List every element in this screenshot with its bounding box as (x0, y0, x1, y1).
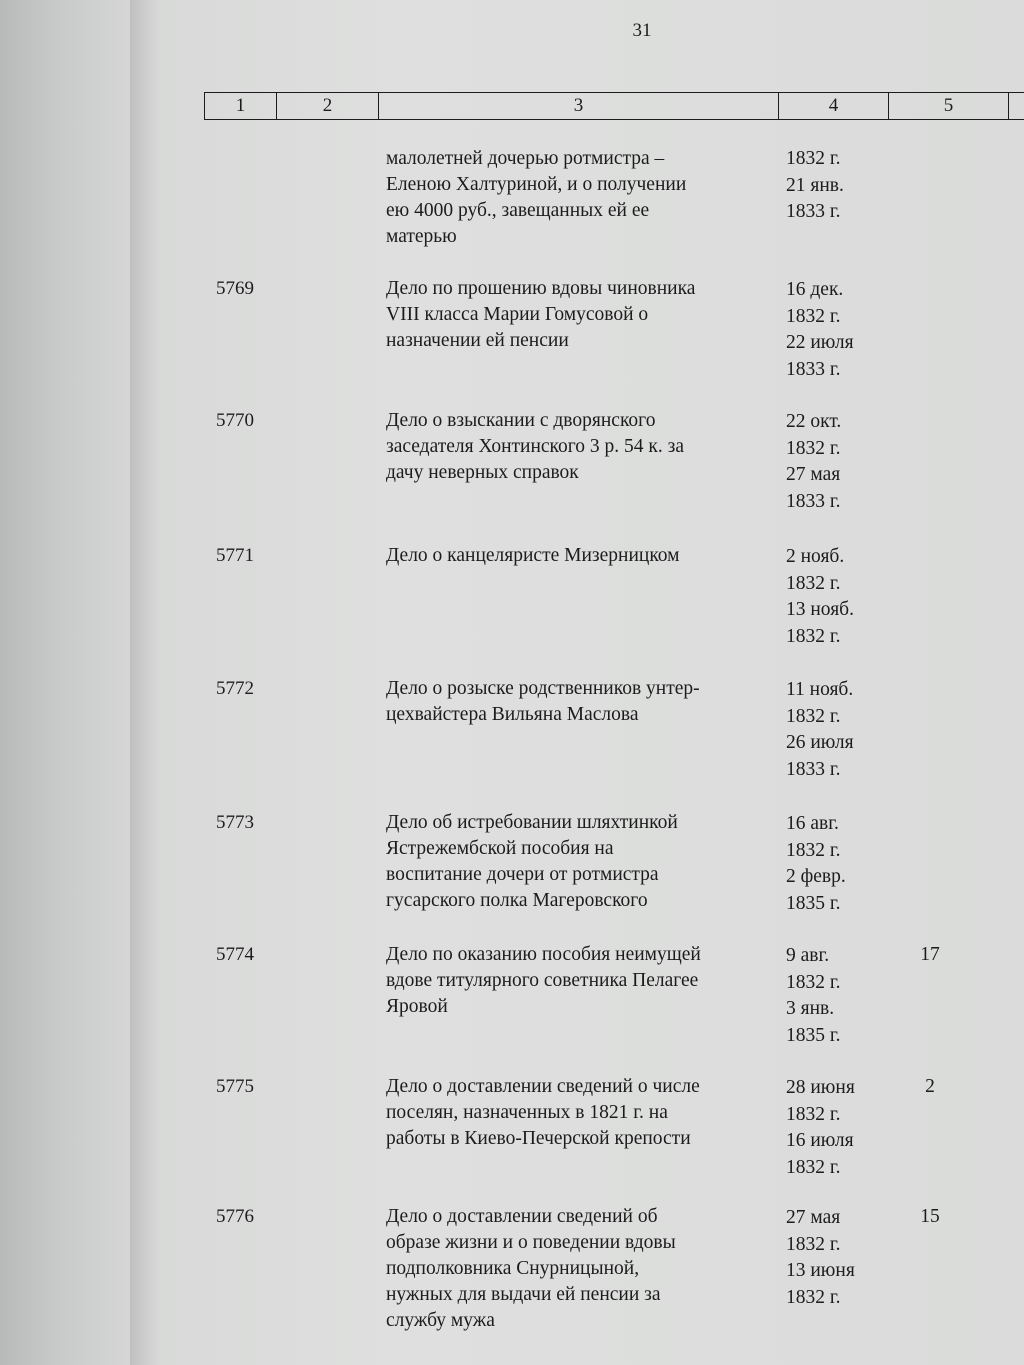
entry-title: Дело о взыскании с дворянского заседателя Хонтинского 3 р. 54 к. за дачу неверных справок (386, 410, 685, 483)
entry-title: Дело по прошению вдовы чиновника VIII класса Марии Гомусовой о назначении ей пенсии (386, 278, 696, 351)
entry-title: Дело о розыске родственников унтер- цехвайстера Вильяна Маслова (386, 678, 700, 725)
column-header-4: 4 (779, 93, 889, 119)
entry-title: малолетней дочерью ротмистра – Еленою Халтуриной, и о получении ею 4000 руб., завещанных ей ее матерью (386, 148, 687, 247)
page-gutter-shadow (130, 0, 160, 1365)
entry-sheets: 17 (920, 944, 940, 965)
entry-number: 5776 (216, 1206, 254, 1227)
entry-dates: 2 нояб. 1832 г. 13 нояб. 1832 г. (786, 546, 854, 647)
entry-dates: 16 авг. 1832 г. 2 февр. 1835 г. (786, 813, 846, 914)
entry-dates: 28 июня 1832 г. 16 июля 1832 г. (786, 1077, 855, 1178)
entry-title: Дело о доставлении сведений об образе жизни и о поведении вдовы подполковника Снурницыной, нужных для выдачи ей пенсии за службу мужа (386, 1206, 676, 1331)
entry-title: Дело о доставлении сведений о числе поселян, назначенных в 1821 г. на работы в Киево-Печерской крепости (386, 1076, 700, 1149)
entry-title: Дело по оказанию пособия неимущей вдове титулярного советника Пелагее Яровой (386, 944, 701, 1017)
entry-dates: 11 нояб. 1832 г. 26 июля 1833 г. (786, 679, 854, 780)
entry-number: 5772 (216, 678, 254, 699)
entry-number: 5769 (216, 278, 254, 299)
column-header-3: 3 (379, 93, 779, 119)
entry-dates: 9 авг. 1832 г. 3 янв. 1835 г. (786, 945, 841, 1046)
entry-title: Дело о канцеляристе Мизерницком (386, 545, 680, 566)
entry-dates: 22 окт. 1832 г. 27 мая 1833 г. (786, 411, 842, 512)
entry-sheets: 2 (925, 1076, 935, 1097)
entry-number: 5774 (216, 944, 254, 965)
entry-dates: 27 мая 1832 г. 13 июня 1832 г. (786, 1207, 855, 1308)
entry-number: 5770 (216, 410, 254, 431)
entry-dates: 1832 г. 21 янв. 1833 г. (786, 148, 844, 222)
entry-title: Дело об истребовании шляхтинкой Ястрежембской пособия на воспитание дочери от ротмистра гусарского полка Магеровского (386, 812, 678, 911)
column-header-1: 1 (205, 93, 277, 119)
entry-dates: 16 дек. 1832 г. 22 июля 1833 г. (786, 279, 854, 380)
column-header-row (204, 92, 1024, 120)
entry-number: 5773 (216, 812, 254, 833)
entry-sheets: 15 (920, 1206, 940, 1227)
entry-number: 5771 (216, 545, 254, 566)
entry-number: 5775 (216, 1076, 254, 1097)
column-header-5: 5 (889, 93, 1009, 119)
column-header-2: 2 (277, 93, 379, 119)
page-number: 31 (632, 20, 652, 41)
